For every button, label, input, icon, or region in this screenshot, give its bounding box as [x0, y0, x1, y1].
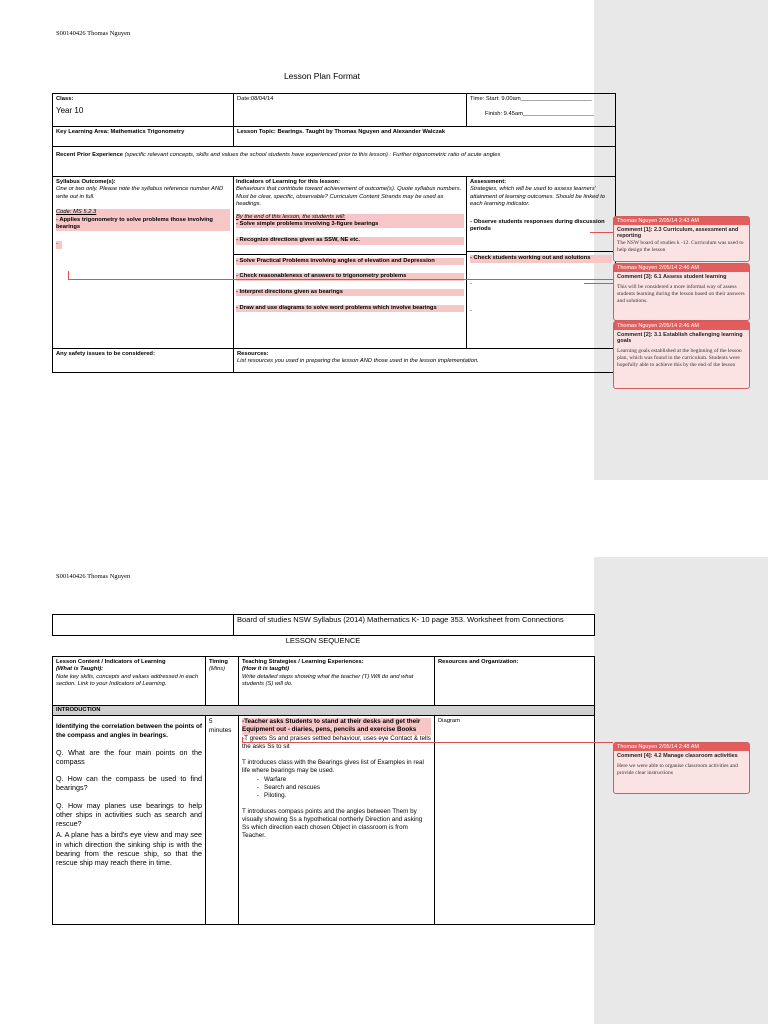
indicators-intro: By the end of this lesson, the students will: [236, 214, 464, 221]
content-paragraph: Q. What are the four main points on the compass [56, 747, 202, 766]
page-separator [0, 480, 768, 557]
comment-header: Thomas Nguyen 2/05/14 2:46 AM [614, 264, 749, 272]
lesson-topic: Lesson Topic: Bearings. Taught by Thomas Nguyen and Alexander Walczak [237, 129, 446, 135]
teaching-step: -T greets Ss and praises settled behaviour, uses eye Contact & tells the asks Ss to sit [242, 734, 431, 750]
col-timing-sub: (Mins) [209, 666, 226, 673]
class-label: Class: [56, 96, 74, 102]
syllabus-heading: Syllabus Outcome(s): [56, 179, 116, 185]
teaching-examples-list [264, 776, 431, 800]
introduction-label: INTRODUCTION [56, 707, 101, 713]
assessment-item: - [470, 308, 472, 315]
assessment-item: - Observe students responses during discussion periods [470, 218, 605, 233]
col-resources-heading: Resources and Organization: [438, 659, 519, 665]
col-teaching-heading: Teaching Strategies / Learning Experiences: [242, 659, 364, 665]
time-start: Time: Start: 9.00am______________________ [470, 96, 592, 102]
indicator-item: - Solve Practical Problems involving angles of elevation and Depression [236, 258, 464, 265]
resources-heading-cell [435, 657, 595, 706]
indicators-heading: Indicators of Learning for this lesson: [236, 179, 341, 185]
list-item: - Piloting. [264, 792, 431, 800]
lesson-topic-cell [234, 127, 616, 147]
col-content-sub: (What is Taught): [56, 666, 104, 673]
resources-continued-left [53, 615, 234, 636]
resources-label: Resources: [237, 351, 269, 357]
indicator-item: - Interpret directions given as bearings [236, 289, 464, 296]
comment-title: Comment [3]: 6.1 Assess student learning [617, 274, 727, 280]
timing-cell [206, 716, 239, 925]
list-item: - Warfare [264, 776, 431, 784]
col-timing-heading: Timing [209, 659, 228, 665]
comment-header: Thomas Nguyen 2/05/14 2:43 AM [614, 217, 749, 225]
comment-body: The NSW board of studies k -12. Curriculum was used to help design the lesson [617, 240, 744, 253]
resources-org-cell [435, 716, 595, 925]
teaching-step: T introduces compass points and the angles between Them by visually showing Ss a hypothetical northerly Direction and asking Ss which direction each chosen Object in classroom is from Teacher. [242, 807, 423, 839]
lesson-plan-table [52, 93, 616, 373]
comment-bubble[interactable] [613, 742, 750, 794]
comment-body: Learning goals established at the beginning of the lesson plan, which was found in the curriculum. Students were hopefully able to achieve this by the end of the lesson [617, 348, 742, 368]
content-paragraph: A. A plane has a bird's eye view and may see in which direction the sinking ship is with the bearing from the rescue ship, so that the rescue ship may reach there in time. [56, 830, 202, 867]
time-cell [467, 94, 616, 127]
comment-title: Comment [1]: 2.3 Curriculum, assessment and reporting [617, 227, 739, 239]
assessment-instructions: Strategies, which will be used to assess learners' attainment of learning outcomes. Should be linked to each learning indicator. [470, 186, 606, 208]
comment-header: Thomas Nguyen 2/05/14 2:48 AM [614, 743, 749, 751]
teaching-step: T introduces class with the Bearings gives list of Examples in real life where bearings may be used. [242, 758, 424, 774]
introduction-row [53, 706, 595, 716]
resources-continued-text: Board of studies NSW Syllabus (2014) Mathematics K- 10 page 353. Worksheet from Connections [237, 615, 564, 624]
comment-connector [590, 232, 613, 233]
prior-experience-cell [53, 147, 616, 177]
comment-connector [242, 737, 243, 742]
comment-bubble[interactable] [613, 321, 750, 389]
date-cell [234, 94, 467, 127]
comment-header: Thomas Nguyen 2/05/14 2:46 AM [614, 322, 749, 330]
resources-continued-cell [234, 615, 595, 636]
comment-bubble[interactable] [613, 263, 750, 321]
resources-instructions: List resources you used in preparing the lesson AND those used in the lesson implementation. [237, 358, 479, 365]
teaching-heading-cell [239, 657, 435, 706]
indicator-item: - Check reasonableness of answers to trigonometry problems [236, 273, 464, 280]
resources-cell [234, 349, 616, 373]
content-paragraph: Identifying the correlation between the points of the compass and angles in bearings. [56, 723, 202, 739]
col-teaching-instructions: Write detailed steps showing what the teacher (T) Will do and what students (S) will do. [242, 673, 414, 688]
comment-connector [68, 271, 69, 279]
col-teaching-sub: (How it is taught) [242, 666, 290, 673]
lesson-sequence-table [52, 656, 595, 925]
timing-value: 5 minutes [209, 718, 232, 734]
comment-bubble[interactable] [613, 216, 750, 262]
assessment-item: - Check students working out and solutions [470, 255, 612, 262]
indicator-item: - Solve simple problems involving 3-figure bearings [236, 221, 464, 228]
page-header: S00140426 Thomas Nguyen [56, 30, 131, 37]
key-learning-area-cell [53, 127, 234, 147]
indicator-item: - Draw and use diagrams to solve word problems which involve bearings [236, 305, 464, 312]
content-paragraph: Q. How may planes use bearings to help other ships in activities such as search and rescue? [56, 800, 202, 829]
col-content-heading: Lesson Content / Indicators of Learning [56, 659, 166, 665]
content-heading-cell [53, 657, 206, 706]
indicators-cell [234, 177, 467, 349]
indicators-instructions: Behaviours that contribute toward achievement of outcome(s). Quote syllabus numbers. Must be clear, specific, observable? Curriculum Content Strands may be used as headings. [236, 186, 462, 208]
resources-org-value: Diagram [438, 718, 460, 725]
comment-connector [584, 283, 613, 284]
syllabus-outcome-cell [53, 177, 234, 349]
document-title: Lesson Plan Format [283, 71, 361, 81]
key-learning-area: Key Learning Area: Mathematics Trigonometry [56, 129, 185, 135]
prior-experience-label: Recent Prior Experience [56, 152, 124, 158]
comment-connector [68, 279, 613, 280]
safety-label: Any safety issues to be considered: [56, 351, 155, 357]
page-header: S00140426 Thomas Nguyen [56, 573, 131, 580]
assessment-item: - [470, 280, 472, 287]
syllabus-instructions: One or two only. Please note the syllabus reference number AND write out in full. [56, 186, 224, 200]
prior-experience-text: (specific relevant concepts, skills and values the school students have experienced prior to this lesson) : Further trigonometric ratio of acute angles [124, 152, 501, 158]
assessment-heading: Assessment: [470, 179, 507, 185]
date-value: Date:08/04/14 [237, 96, 274, 102]
content-cell [53, 716, 206, 925]
comment-title: Comment [2]: 3.1 Establish challenging learning goals [617, 332, 743, 344]
teaching-step: -Teacher asks Students to stand at their desks and get their Equipment out - diaries, pens, pencils and exercise Books [242, 718, 431, 734]
syllabus-outcome: - Applies trigonometry to solve problems those involving bearings [56, 217, 230, 232]
comment-body: This will be considered a more informal way of assess students learning during the lesson based on their answers and solutions. [617, 284, 745, 304]
teaching-cell [239, 716, 435, 925]
assessment-cell [467, 177, 616, 349]
comment-connector [242, 742, 613, 743]
indicator-divider [234, 254, 466, 255]
time-finish: Finish: 9.45am______________________ [485, 111, 594, 118]
timing-heading-cell [206, 657, 239, 706]
class-value: Year 10 [56, 106, 84, 116]
class-cell [53, 94, 234, 127]
list-item: - Search and rescues [264, 784, 431, 792]
syllabus-dash: - [56, 241, 62, 248]
indicator-item: - Recognize directions given as SSW, NE etc. [236, 237, 464, 244]
comment-title: Comment [4]: 4.2 Manage classroom activities [617, 753, 738, 759]
assessment-divider [467, 251, 615, 252]
content-paragraph: Q. How can the compass be used to find bearings? [56, 774, 202, 793]
col-content-instructions: Note key skills, concepts and values addressed in each section. Link to your Indicators of Learning. [56, 673, 199, 688]
safety-cell [53, 349, 234, 373]
syllabus-code: Code: MS 5.2.3 [56, 209, 230, 216]
comment-body: Here we were able to organise classroom activities and provide clear instructions [617, 763, 738, 776]
lesson-sequence-title: LESSON SEQUENCE [285, 636, 361, 645]
resources-continued-table [52, 614, 595, 636]
